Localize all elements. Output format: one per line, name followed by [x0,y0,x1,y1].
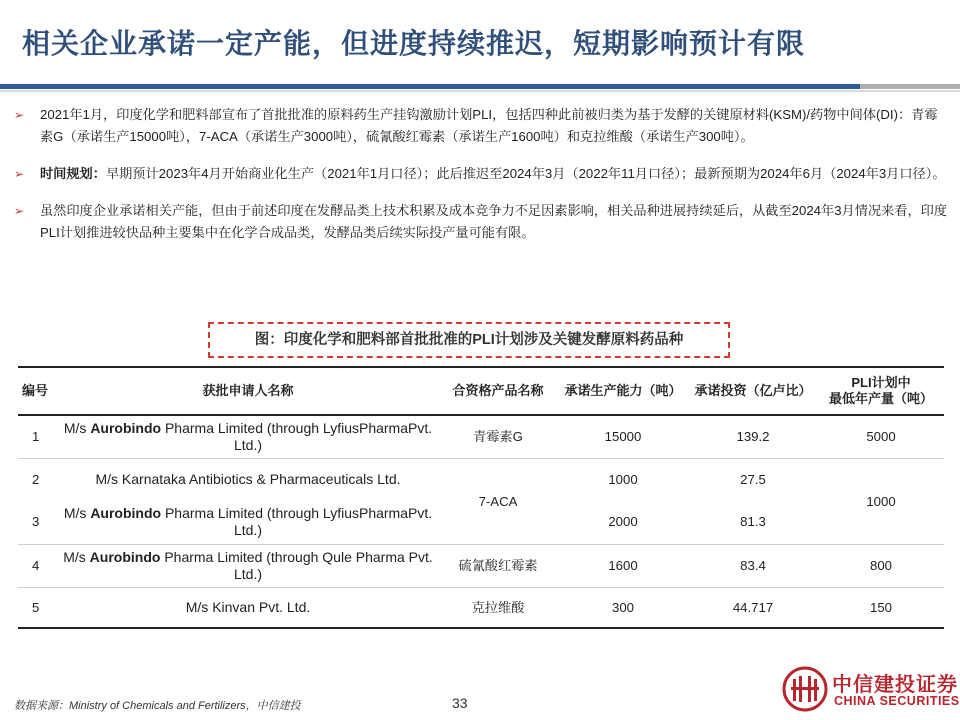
cell-min-output: 800 [818,544,944,587]
bullet-text: 早期预计2023年4月开始商业化生产（2021年1月口径）；此后推迟至2024年3月（2022年11月口径）；最新预期为2024年6月（2024年3月口径）。 [105,166,946,181]
table-caption: 图：印度化学和肥料部首批批准的PLI计划涉及关键发酵原料药品种 [208,322,730,358]
cell-product: 硫氰酸红霉素 [438,544,558,587]
cell-no: 4 [18,544,58,587]
cell-investment: 139.2 [688,415,818,458]
cell-no: 2 [32,471,40,487]
cell-capacity: 15000 [558,415,688,458]
bullet-list [14,104,950,259]
header-product: 合资格产品名称 [438,367,558,415]
bullet-label: 时间规划： [40,166,106,181]
bullet-item [14,104,950,148]
cell-capacity: 300 [558,587,688,628]
cell-investment: 27.5 [740,471,766,487]
header-min-output: PLI计划中 最低年产量（吨） [818,367,944,415]
pli-table [18,366,944,629]
cell-min-output: 150 [818,587,944,628]
arrow-right-icon: ➢ [14,108,25,122]
china-securities-logo-icon [782,666,828,712]
table-header-row [18,367,944,415]
table-row [18,458,944,500]
cell-no: 1 [18,415,58,458]
table-row [18,415,944,458]
bullet-item [14,163,950,185]
header-investment: 承诺投资（亿卢比） [688,367,818,415]
cell-no: 3 [18,500,58,544]
page-number: 33 [452,695,468,711]
cell-applicant: M/s Aurobindo Pharma Limited (through LyfiusPharmaPvt. Ltd.) [58,500,438,544]
header-no: 编号 [18,367,58,415]
cell-product: 7-ACA [438,458,558,544]
logo-text-cn: 中信建投证券 [832,674,958,696]
cell-product: 克拉维酸 [438,587,558,628]
logo-text-en: CHINA SECURITIES [834,694,960,708]
bullet-text: 2021年1月，印度化学和肥料部宣布了首批批准的原料药生产挂钩激励计划PLI，包括四种此前被归类为基于发酵的关键原材料(KSM)/药物中间体(DI)：青霉素G（承诺生产15000吨），7-ACA（承诺生产3000吨），硫氰酸红霉素（承诺生产1600吨）和克拉维酸（承诺生产300吨）。 [40,107,938,144]
cell-investment: 81.3 [688,500,818,544]
cell-applicant: M/s Aurobindo Pharma Limited (through LyfiusPharmaPvt. Ltd.) [58,415,438,458]
cell-min-output: 5000 [818,415,944,458]
cell-no: 5 [18,587,58,628]
cell-applicant: M/s Aurobindo Pharma Limited (through Qule Pharma Pvt. Ltd.) [58,544,438,587]
page-title: 相关企业承诺一定产能，但进度持续推迟，短期影响预计有限 [22,28,806,59]
cell-product: 青霉素G [438,415,558,458]
cell-min-output: 1000 [818,458,944,544]
cell-applicant: M/s Kinvan Pvt. Ltd. [58,587,438,628]
bullet-item [14,200,950,244]
cell-capacity: 2000 [558,500,688,544]
header-applicant: 获批申请人名称 [58,367,438,415]
cell-applicant: M/s Karnataka Antibiotics & Pharmaceuticals Ltd. [95,470,401,487]
cell-investment: 83.4 [688,544,818,587]
header-rule [0,84,960,92]
source-note: 数据来源：Ministry of Chemicals and Fertilizers，中信建投 [14,700,301,712]
arrow-right-icon: ➢ [14,167,25,181]
cell-investment: 44.717 [688,587,818,628]
bullet-text: 虽然印度企业承诺相关产能，但由于前述印度在发酵品类上技术积累及成本竞争力不足因素影响，相关品种进展持续延后，从截至2024年3月情况来看，印度PLI计划推进较快品种主要集中在化学合成品类，发酵品类后续实际投产量可能有限。 [40,203,948,240]
table-row [18,587,944,628]
brand-logo [778,662,960,718]
cell-capacity: 1600 [558,544,688,587]
arrow-right-icon: ➢ [14,204,25,218]
table-row [18,544,944,587]
header-capacity: 承诺生产能力（吨） [558,367,688,415]
cell-capacity: 1000 [608,471,638,487]
